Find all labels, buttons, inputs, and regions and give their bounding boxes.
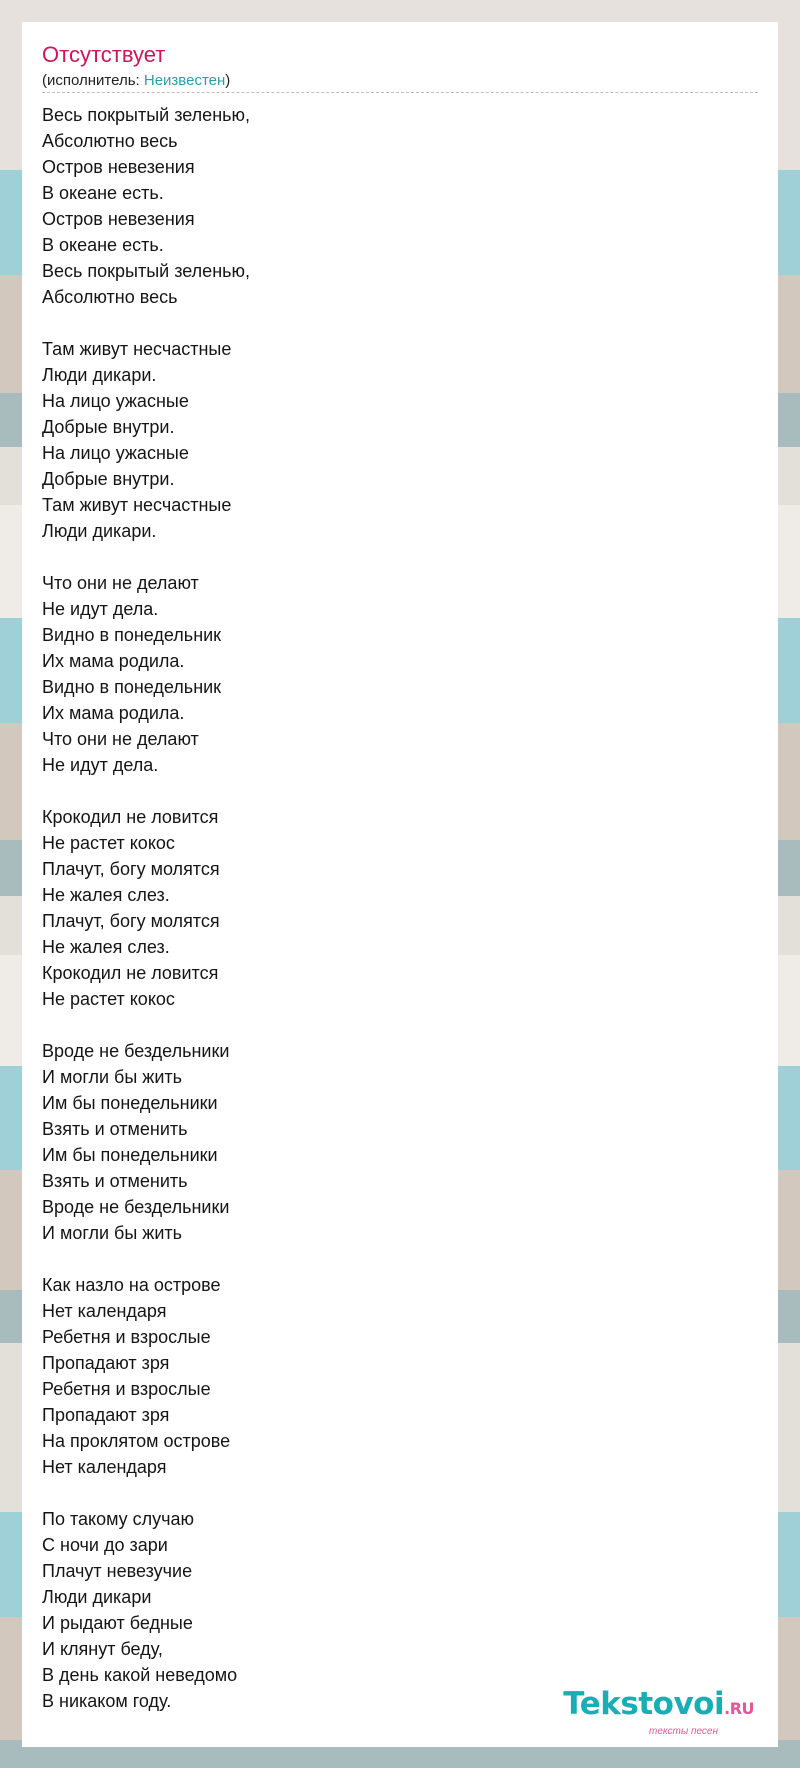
- lyric-line: Не жалея слез.: [42, 937, 170, 957]
- lyric-line: Остров невезения: [42, 209, 195, 229]
- artist-prefix: (исполнитель:: [42, 72, 144, 89]
- lyric-line: Им бы понедельники: [42, 1093, 218, 1113]
- lyric-line: Что они не делают: [42, 573, 199, 593]
- lyric-line: В никаком году.: [42, 1691, 172, 1711]
- lyric-line: Весь покрытый зеленью,: [42, 105, 251, 125]
- lyric-line: Не жалея слез.: [42, 885, 170, 905]
- lyric-line: Вроде не бездельники: [42, 1197, 230, 1217]
- lyric-line: Видно в понедельник: [42, 677, 222, 697]
- logo-tld: .RU: [724, 1699, 754, 1718]
- lyric-line: Плачут невезучие: [42, 1561, 193, 1581]
- lyrics-stanza: [42, 1038, 742, 1246]
- lyric-line: Плачут, богу молятся: [42, 911, 220, 931]
- lyric-line: Не идут дела.: [42, 599, 159, 619]
- lyric-line: Добрые внутри.: [42, 469, 175, 489]
- lyrics-stanza: [42, 1272, 742, 1480]
- lyric-line: На лицо ужасные: [42, 443, 189, 463]
- artist-link[interactable]: Неизвестен: [143, 72, 226, 89]
- lyric-line: Взять и отменить: [42, 1119, 188, 1139]
- lyric-line: Ребетня и взрослые: [42, 1327, 211, 1347]
- lyrics-stanza: [42, 570, 742, 778]
- lyric-line: Люди дикари.: [42, 365, 157, 385]
- lyric-line: И могли бы жить: [42, 1067, 183, 1087]
- lyric-line: Как назло на острове: [42, 1275, 221, 1295]
- lyric-line: Абсолютно весь: [42, 287, 178, 307]
- lyric-line: На проклятом острове: [42, 1431, 231, 1451]
- lyric-line: Ребетня и взрослые: [42, 1379, 211, 1399]
- lyric-line: И могли бы жить: [42, 1223, 183, 1243]
- lyric-line: Остров невезения: [42, 157, 195, 177]
- lyric-line: И рыдают бедные: [42, 1613, 193, 1633]
- song-title: Отсутствует: [42, 42, 166, 67]
- lyric-line: Взять и отменить: [42, 1171, 188, 1191]
- lyric-line: Крокодил не ловится: [42, 963, 219, 983]
- lyric-line: Добрые внутри.: [42, 417, 175, 437]
- lyric-line: Люди дикари: [42, 1587, 152, 1607]
- lyric-line: Пропадают зря: [42, 1405, 170, 1425]
- lyric-line: Абсолютно весь: [42, 131, 178, 151]
- lyric-line: Не растет кокос: [42, 989, 175, 1009]
- lyrics-body: [42, 102, 742, 1740]
- lyric-line: Не идут дела.: [42, 755, 159, 775]
- lyrics-stanza: [42, 1506, 742, 1714]
- lyric-line: И клянут беду,: [42, 1639, 163, 1659]
- lyric-line: Люди дикари.: [42, 521, 157, 541]
- artist-suffix: ): [225, 72, 231, 89]
- lyric-line: С ночи до зари: [42, 1535, 168, 1555]
- lyric-line: В океане есть.: [42, 235, 164, 255]
- lyric-line: Вроде не бездельники: [42, 1041, 230, 1061]
- logo-name: Tekstovoi: [563, 1686, 725, 1722]
- lyrics-card: [22, 22, 778, 1747]
- lyrics-stanza: [42, 102, 742, 310]
- logo-tagline: тексты песен: [649, 1726, 718, 1737]
- lyric-line: Им бы понедельники: [42, 1145, 218, 1165]
- lyric-line: Их мама родила.: [42, 703, 185, 723]
- lyric-line: Нет календаря: [42, 1301, 167, 1321]
- lyric-line: Весь покрытый зеленью,: [42, 261, 251, 281]
- lyric-line: Пропадают зря: [42, 1353, 170, 1373]
- title-divider: [42, 92, 758, 93]
- artist-line: [42, 72, 230, 90]
- lyrics-stanza: [42, 804, 742, 1012]
- lyric-line: Их мама родила.: [42, 651, 185, 671]
- lyric-line: Там живут несчастные: [42, 339, 232, 359]
- lyric-line: Нет календаря: [42, 1457, 167, 1477]
- lyric-line: Там живут несчастные: [42, 495, 232, 515]
- lyric-line: На лицо ужасные: [42, 391, 189, 411]
- site-logo[interactable]: [544, 1687, 754, 1737]
- lyrics-stanza: [42, 336, 742, 544]
- lyric-line: Крокодил не ловится: [42, 807, 219, 827]
- lyric-line: Что они не делают: [42, 729, 199, 749]
- lyric-line: Плачут, богу молятся: [42, 859, 220, 879]
- lyric-line: Видно в понедельник: [42, 625, 222, 645]
- lyric-line: В океане есть.: [42, 183, 164, 203]
- lyric-line: Не растет кокос: [42, 833, 175, 853]
- lyric-line: По такому случаю: [42, 1509, 195, 1529]
- lyric-line: В день какой неведомо: [42, 1665, 238, 1685]
